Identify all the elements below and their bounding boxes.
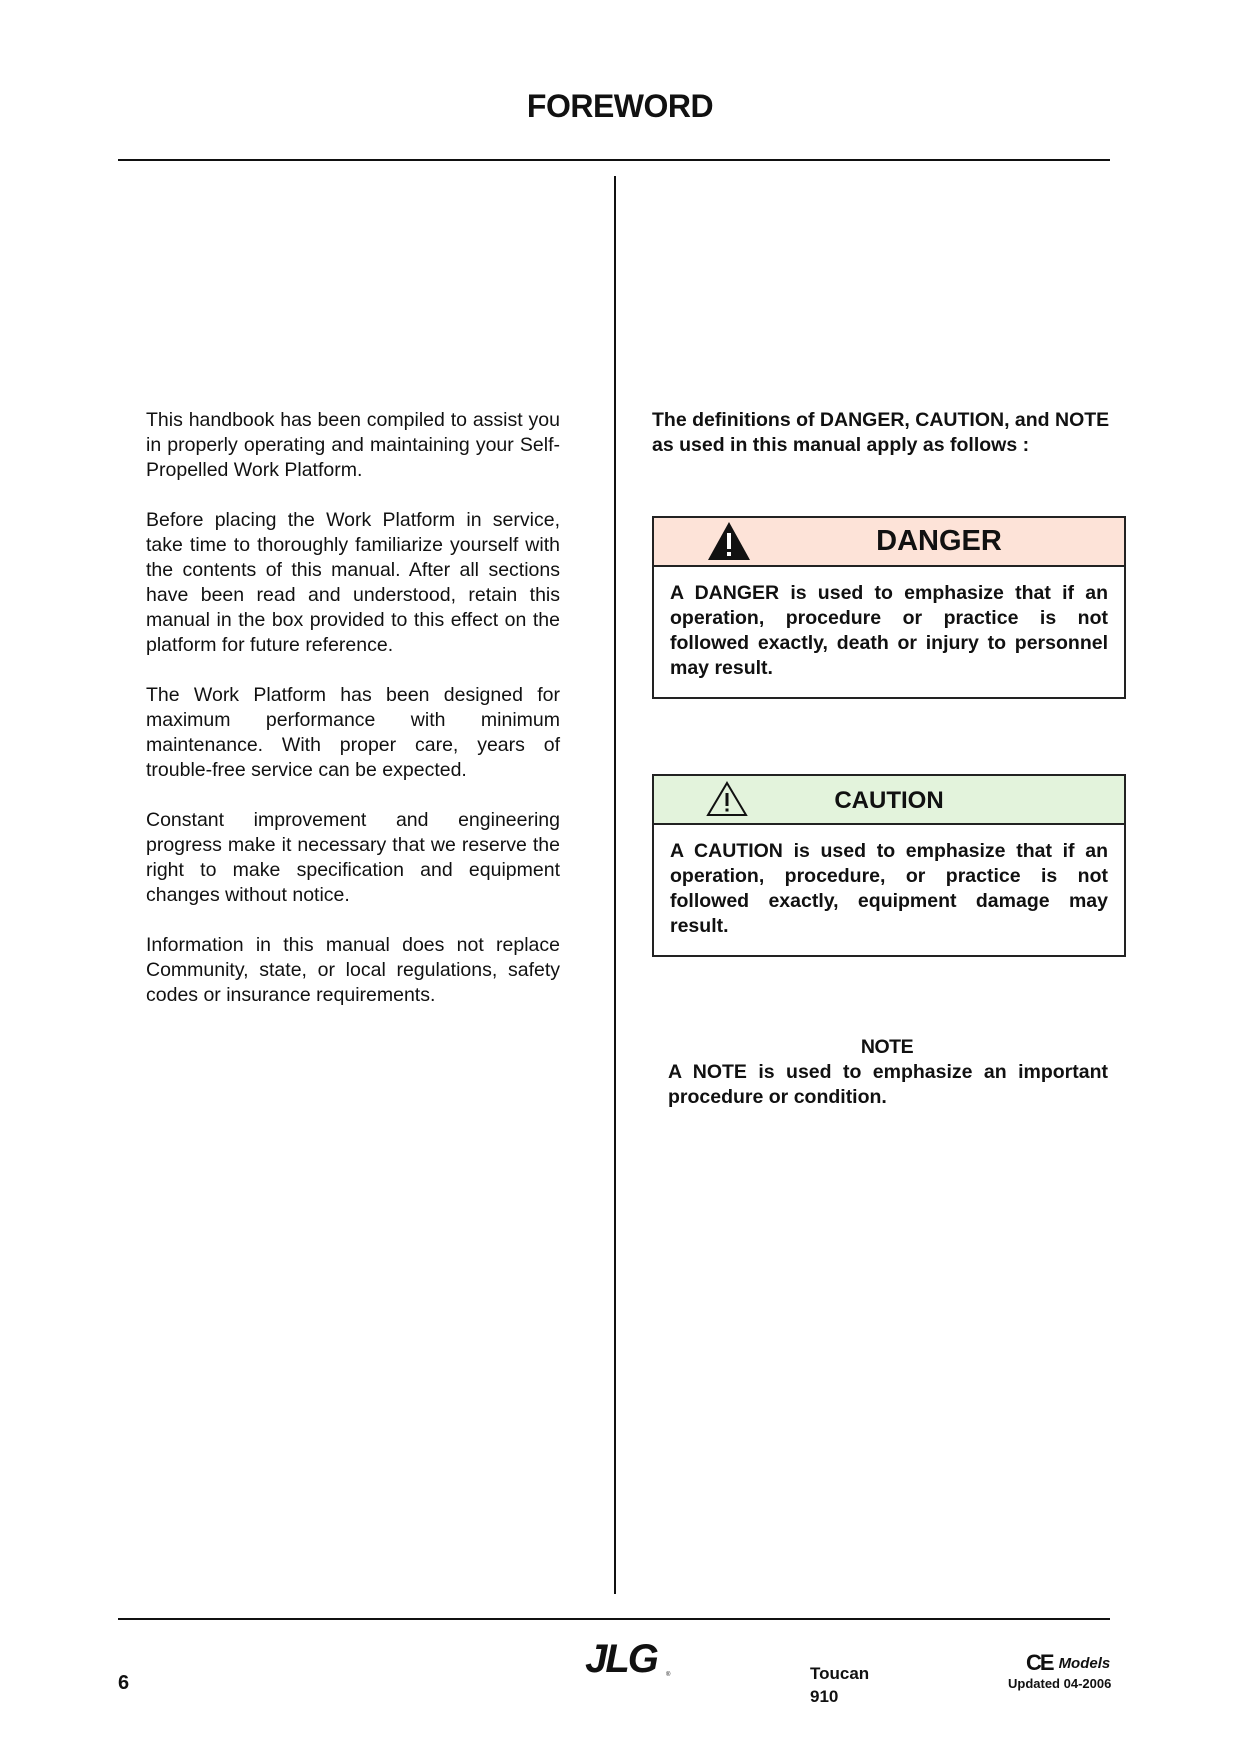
paragraph: The Work Platform has been designed for maximum performance with minimum maintenance. With proper care, years of trouble-free service can be expected. xyxy=(146,684,560,781)
note-text: A NOTE is used to emphasize an important procedure or condition. xyxy=(668,1061,1108,1108)
page-title: FOREWORD xyxy=(526,88,714,124)
caution-text: A CAUTION is used to emphasize that if an operation, procedure, or practice is not followed exactly, equipment damage may result. xyxy=(670,840,1108,937)
updated-date: Updated 04-2006 xyxy=(1008,1676,1112,1691)
models-label: Models xyxy=(1058,1654,1111,1672)
danger-box xyxy=(652,516,1126,699)
paragraph: Before placing the Work Platform in service, take time to thoroughly familiarize yourself with the contents of this manual. After all sections have been read and understood, retain this manual in the box provided to this effect on the platform for future reference. xyxy=(146,509,560,656)
danger-label: DANGER xyxy=(876,525,1002,557)
ce-models xyxy=(1026,1650,1110,1676)
danger-header xyxy=(654,518,1124,567)
definitions-intro: The definitions of DANGER, CAUTION, and NOTE as used in this manual apply as follows : xyxy=(652,409,1110,456)
caution-label: CAUTION xyxy=(834,787,944,814)
svg-text:JLG: JLG xyxy=(585,1637,657,1680)
danger-text: A DANGER is used to emphasize that if an operation, procedure or practice is not followed exactly, death or injury to personnel may result. xyxy=(670,582,1108,679)
paragraph: This handbook has been compiled to assist you in properly operating and maintaining your Self-Propelled Work Platform. xyxy=(146,409,560,481)
svg-text:®: ® xyxy=(666,1672,671,1678)
ce-mark-icon: CE xyxy=(1026,1650,1053,1675)
model-info xyxy=(810,1662,869,1708)
foreword-text xyxy=(146,408,560,1033)
model-number: 910 xyxy=(810,1687,839,1706)
note-label: NOTE xyxy=(860,1036,914,1058)
page-number: 6 xyxy=(118,1672,130,1694)
column-divider xyxy=(614,176,616,1594)
header-rule xyxy=(118,159,1110,161)
jlg-logo xyxy=(566,1636,676,1680)
paragraph: Information in this manual does not replace Community, state, or local regulations, safety codes or insurance requirements. xyxy=(146,934,560,1006)
footer-rule xyxy=(118,1618,1110,1620)
caution-box xyxy=(652,774,1126,957)
caution-header xyxy=(654,776,1124,825)
paragraph: Constant improvement and engineering progress make it necessary that we reserve the right to make specification and equipment changes without notice. xyxy=(146,809,560,906)
model-name: Toucan xyxy=(810,1664,870,1683)
